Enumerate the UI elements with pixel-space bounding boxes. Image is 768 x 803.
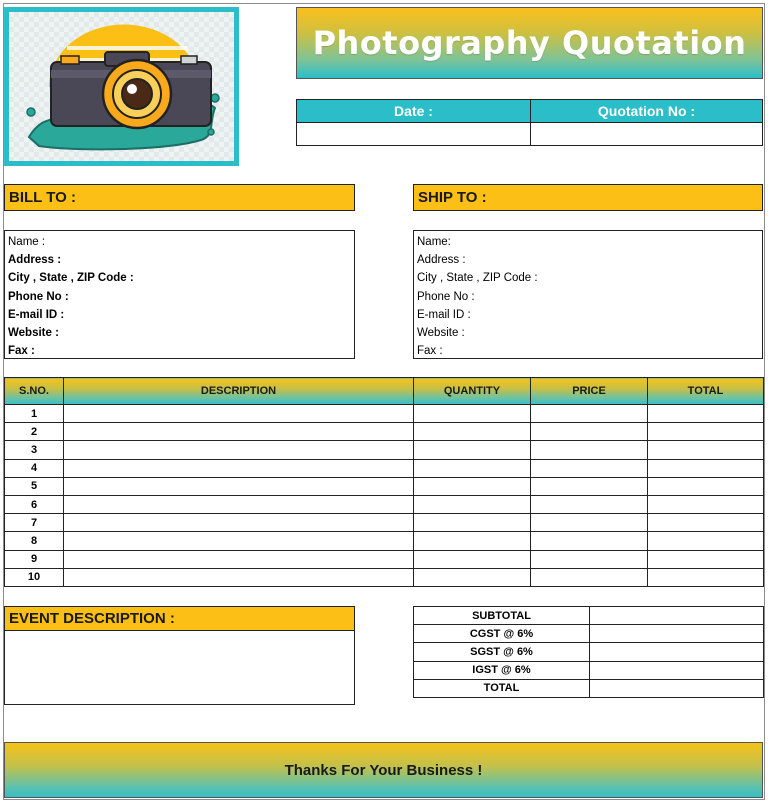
total-cell[interactable]: [648, 550, 764, 568]
ship-to-city-label: City , State , ZIP Code :: [417, 272, 538, 285]
price-cell[interactable]: [531, 532, 648, 550]
bill-to-email-label: E-mail ID :: [8, 308, 65, 321]
row-sno: 1: [5, 405, 64, 423]
price-cell[interactable]: [531, 514, 648, 532]
description-cell[interactable]: [64, 441, 414, 459]
sgst-label: SGST @ 6%: [414, 643, 590, 661]
table-row: [5, 514, 764, 532]
total-cell[interactable]: [648, 514, 764, 532]
price-cell[interactable]: [531, 441, 648, 459]
table-row: [5, 532, 764, 550]
table-row: [5, 441, 764, 459]
total-cell[interactable]: [648, 477, 764, 495]
date-field[interactable]: [296, 122, 531, 146]
ship-to-fax-label: Fax :: [417, 345, 443, 358]
bill-to-address-label: Address :: [8, 254, 62, 267]
totals-row: [414, 607, 764, 625]
ship-to-name-label: Name:: [417, 236, 451, 248]
col-header-description: DESCRIPTION: [64, 378, 414, 405]
event-description-field[interactable]: [4, 630, 355, 705]
price-cell[interactable]: [531, 495, 648, 513]
bill-to-fax-label: Fax :: [8, 345, 35, 358]
items-header-row: [5, 378, 764, 405]
quantity-cell[interactable]: [414, 441, 531, 459]
row-sno: 7: [5, 514, 64, 532]
row-sno: 8: [5, 532, 64, 550]
subtotal-value[interactable]: [590, 607, 764, 625]
col-header-quantity: QUANTITY: [414, 378, 531, 405]
quantity-cell[interactable]: [414, 532, 531, 550]
price-cell[interactable]: [531, 423, 648, 441]
table-row: [5, 568, 764, 586]
table-row: [5, 477, 764, 495]
row-sno: 6: [5, 495, 64, 513]
totals-row: [414, 679, 764, 697]
row-sno: 4: [5, 459, 64, 477]
totals-row: [414, 625, 764, 643]
ship-to-heading: SHIP TO :: [413, 184, 763, 211]
date-label: Date :: [296, 99, 531, 123]
table-row: [5, 423, 764, 441]
totals-table: [413, 606, 764, 698]
bill-to-phone-label: Phone No :: [8, 290, 69, 303]
row-sno: 10: [5, 568, 64, 586]
total-cell[interactable]: [648, 459, 764, 477]
row-sno: 3: [5, 441, 64, 459]
subtotal-label: SUBTOTAL: [414, 607, 590, 625]
row-sno: 2: [5, 423, 64, 441]
description-cell[interactable]: [64, 405, 414, 423]
ship-to-address-label: Address :: [417, 254, 466, 267]
quotation-no-field[interactable]: [530, 122, 763, 146]
total-cell[interactable]: [648, 441, 764, 459]
total-cell[interactable]: [648, 423, 764, 441]
ship-to-email-label: E-mail ID :: [417, 308, 471, 321]
description-cell[interactable]: [64, 477, 414, 495]
price-cell[interactable]: [531, 477, 648, 495]
total-label: TOTAL: [414, 679, 590, 697]
cgst-label: CGST @ 6%: [414, 625, 590, 643]
page-title: Photography Quotation: [296, 7, 763, 79]
camera-icon: [9, 12, 234, 161]
bill-to-box[interactable]: [4, 230, 355, 359]
price-cell[interactable]: [531, 550, 648, 568]
row-sno: 9: [5, 550, 64, 568]
description-cell[interactable]: [64, 568, 414, 586]
price-cell[interactable]: [531, 459, 648, 477]
description-cell[interactable]: [64, 495, 414, 513]
description-cell[interactable]: [64, 459, 414, 477]
quantity-cell[interactable]: [414, 405, 531, 423]
quantity-cell[interactable]: [414, 514, 531, 532]
footer-thanks: Thanks For Your Business !: [4, 742, 763, 798]
event-description-heading: EVENT DESCRIPTION :: [4, 606, 355, 631]
ship-to-phone-label: Phone No :: [417, 290, 475, 303]
price-cell[interactable]: [531, 405, 648, 423]
description-cell[interactable]: [64, 514, 414, 532]
quantity-cell[interactable]: [414, 459, 531, 477]
quantity-cell[interactable]: [414, 568, 531, 586]
quotation-no-label: Quotation No :: [530, 99, 763, 123]
row-sno: 5: [5, 477, 64, 495]
table-row: [5, 459, 764, 477]
bill-to-city-label: City , State , ZIP Code :: [8, 272, 134, 285]
total-cell[interactable]: [648, 532, 764, 550]
cgst-value[interactable]: [590, 625, 764, 643]
col-header-price: PRICE: [531, 378, 648, 405]
igst-value[interactable]: [590, 661, 764, 679]
quantity-cell[interactable]: [414, 550, 531, 568]
igst-label: IGST @ 6%: [414, 661, 590, 679]
items-table: [4, 377, 764, 587]
sgst-value[interactable]: [590, 643, 764, 661]
total-cell[interactable]: [648, 495, 764, 513]
bill-to-heading: BILL TO :: [4, 184, 355, 211]
total-cell[interactable]: [648, 405, 764, 423]
ship-to-box[interactable]: [413, 230, 763, 359]
total-value[interactable]: [590, 679, 764, 697]
price-cell[interactable]: [531, 568, 648, 586]
quantity-cell[interactable]: [414, 423, 531, 441]
quantity-cell[interactable]: [414, 477, 531, 495]
description-cell[interactable]: [64, 550, 414, 568]
col-header-total: TOTAL: [648, 378, 764, 405]
table-row: [5, 550, 764, 568]
quantity-cell[interactable]: [414, 495, 531, 513]
description-cell[interactable]: [64, 423, 414, 441]
logo-frame: [4, 7, 239, 166]
total-cell[interactable]: [648, 568, 764, 586]
totals-row: [414, 643, 764, 661]
table-row: [5, 495, 764, 513]
description-cell[interactable]: [64, 532, 414, 550]
totals-row: [414, 661, 764, 679]
table-row: [5, 405, 764, 423]
ship-to-website-label: Website :: [417, 326, 465, 339]
col-header-sno: S.NO.: [5, 378, 64, 405]
bill-to-website-label: Website :: [8, 326, 59, 339]
bill-to-name-label: Name :: [8, 236, 46, 248]
